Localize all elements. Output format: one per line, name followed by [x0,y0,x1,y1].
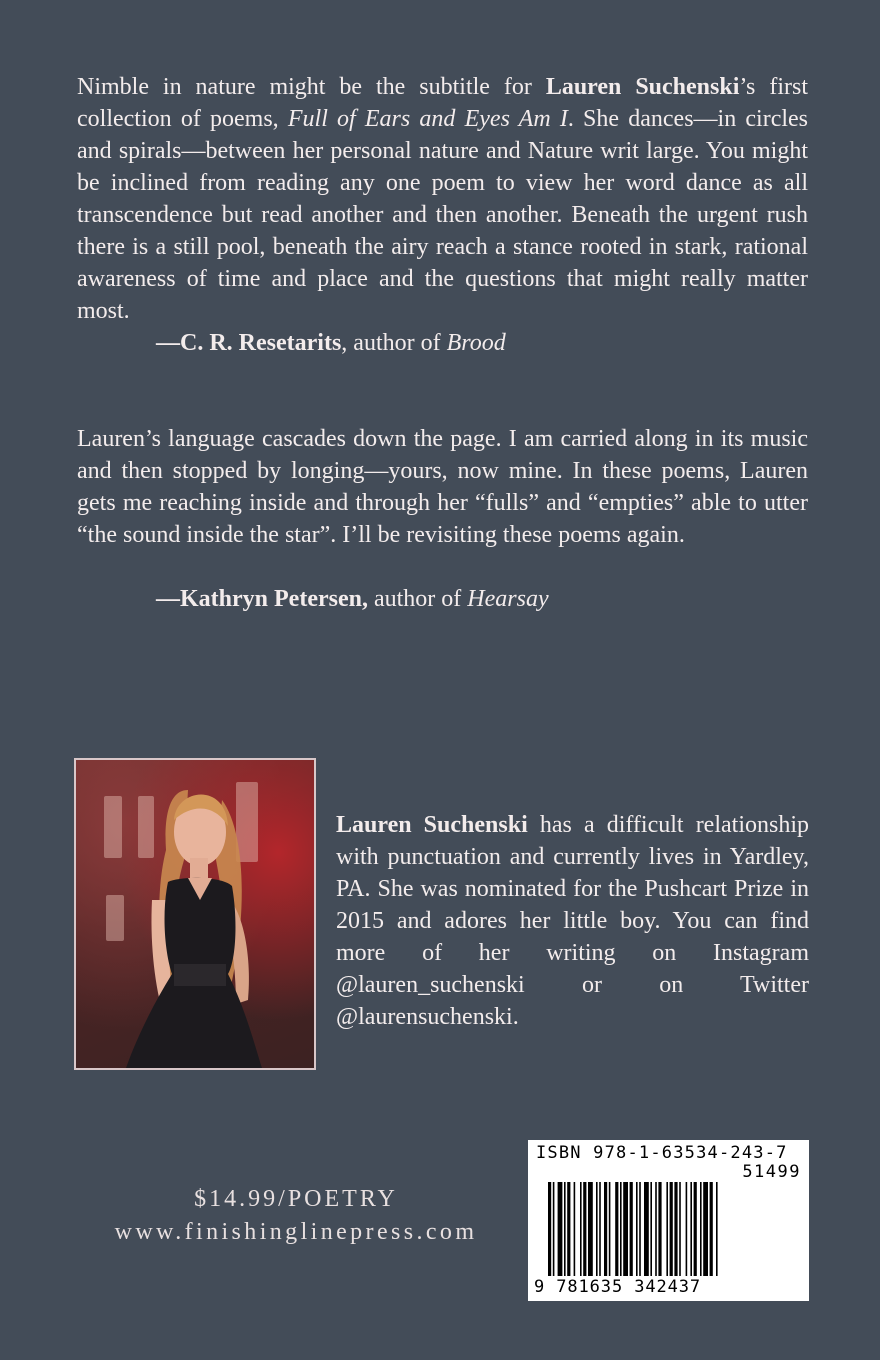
isbn-number: ISBN 978-1-63534-243-7 [536,1143,788,1163]
attribution-resetarits [156,327,506,359]
bio-text: has a difficult relationship with punctuation and currently lives in Yardley, PA. She was nominated for the Pushcart Prize in 2015 and adores her little boy. You can find more of her writing on Instagram @lauren_suchenski or on Twitter @laurensuchenski. [336,812,809,1030]
blurb-text: . She dances—in circles and spirals—between her personal nature and Nature writ large. You might be inclined from reading any one poem to view her word dance as all transcendence but read another and then another. Beneath the urgent rush there is a still pool, beneath the airy reach a stance rooted in stark, rational awareness of time and place and the questions that might really matter most. [77,106,809,324]
attribution-book: Hearsay [467,586,549,612]
blurb-petersen [77,423,808,551]
blurb-resetarits [77,71,808,327]
author-photo [74,758,316,1070]
price-category: $14.99/POETRY [194,1186,398,1212]
attribution-text: author of [367,586,468,612]
attribution-dash: — [156,586,180,612]
publisher-website: www.finishinglinepress.com [114,1219,478,1245]
blurb-text: Nimble in nature might be the subtitle for [77,74,546,100]
attribution-text: , author of [341,330,447,356]
attribution-dash: — [156,330,180,356]
barcode-price-code: 51499 [742,1162,801,1182]
author-portrait [76,760,314,1068]
book-title: Full of Ears and Eyes Am I [287,106,568,132]
ean-digits: 9 781635 342437 [534,1277,702,1297]
isbn-barcode [528,1140,809,1301]
bio-author-name: Lauren Suchenski [336,812,528,838]
blurb-text: ’s first collection of poems, [77,74,809,132]
attribution-petersen [156,583,549,615]
attribution-name: C. R. Resetarits [180,330,342,356]
author-bio [336,809,809,1033]
attribution-name: Kathryn Petersen, [180,586,368,612]
attribution-book: Brood [446,330,506,356]
blurb-text: Lauren’s language cascades down the page. I am carried along in its music and then stopped by longing—yours, now mine. In these poems, Lauren gets me reaching inside and through her “fulls” and “empties” able to utter “the sound inside the star”. I’ll be revisiting these poems again. [77,426,808,548]
author-name: Lauren Suchenski [545,74,740,100]
